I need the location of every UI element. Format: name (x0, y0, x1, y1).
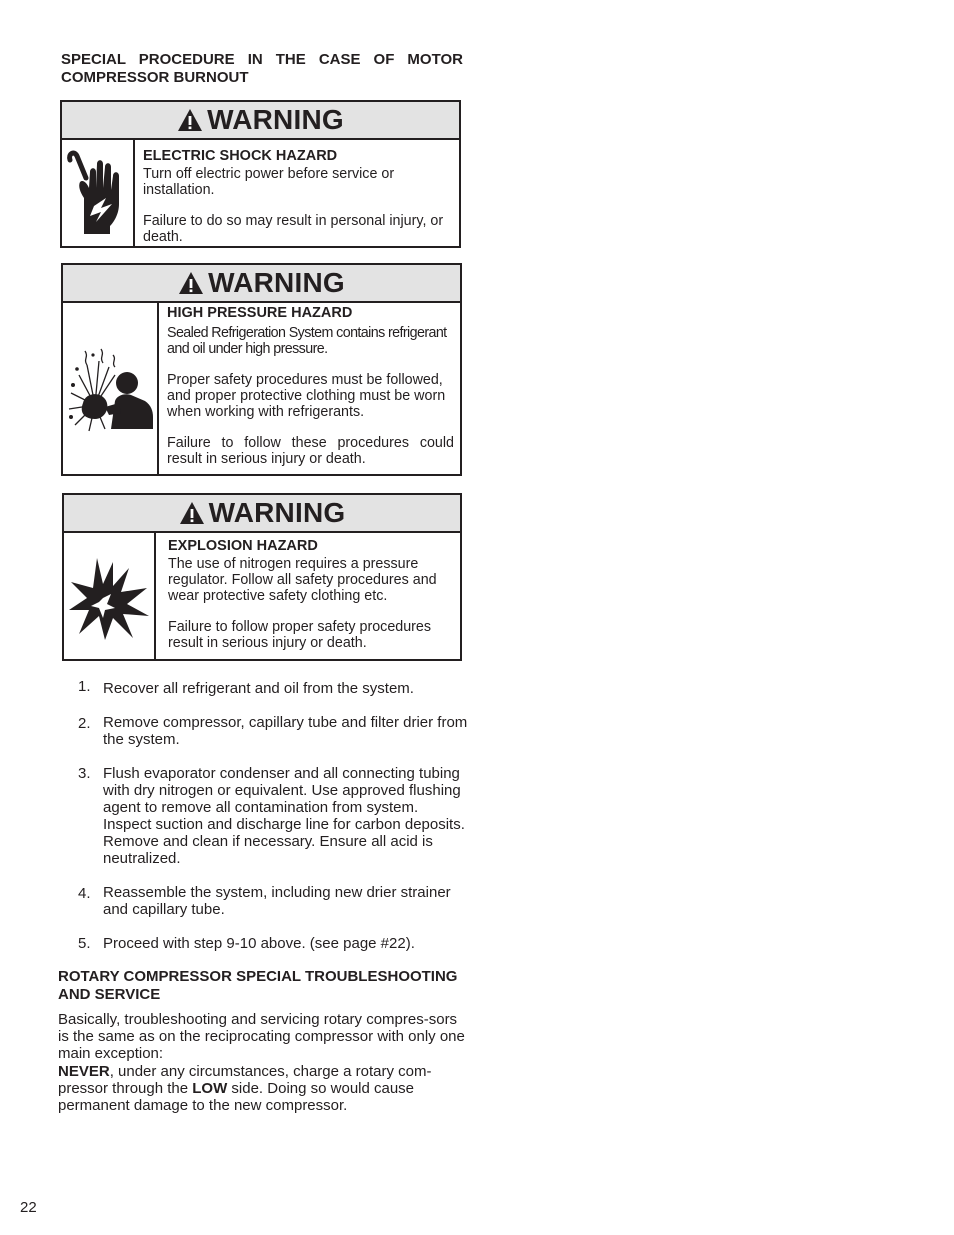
step-text: Flush evaporator condenser and all connecting tubing with dry nitrogen or equivalent. Use approved flushing agent to remove all contamination from system. Inspect suction and discharge line for carbon deposits. Remove and clean if necessary. Ensure all acid is neutralized. (103, 765, 465, 867)
section-heading-burnout: SPECIAL PROCEDURE IN THE CASE OF MOTOR COMPRESSOR BURNOUT (61, 51, 463, 86)
procedure-steps (60, 680, 470, 969)
high-pressure-spray-icon (63, 303, 159, 476)
list-item (60, 714, 470, 748)
step-number: 5. (78, 935, 91, 952)
warning-triangle-icon (178, 271, 204, 295)
body-paragraph: Basically, troubleshooting and servicing rotary compres-sors is the same as on the reciprocating compressor with only one main exception: (58, 1011, 465, 1062)
warning-text: Failure to do so may result in personal injury, or death. (143, 213, 444, 245)
list-item (60, 680, 470, 697)
warning-box-electric-shock (60, 100, 461, 248)
explosion-icon (64, 533, 156, 661)
warning-box-high-pressure (61, 263, 462, 476)
list-item (60, 935, 470, 952)
warning-triangle-icon (177, 108, 203, 132)
body-paragraph-caution (58, 1063, 468, 1114)
hazard-title: EXPLOSION HAZARD (168, 538, 318, 554)
warning-header (63, 265, 460, 303)
list-item (60, 884, 470, 918)
hazard-title: ELECTRIC SHOCK HAZARD (143, 148, 338, 164)
warning-triangle-icon (179, 501, 205, 525)
section-heading-rotary: ROTARY COMPRESSOR SPECIAL TROUBLESHOOTING AND SERVICE (58, 968, 458, 1003)
hazard-title: HIGH PRESSURE HAZARD (167, 305, 353, 321)
electric-shock-hand-icon (62, 140, 135, 248)
warning-label: WARNING (208, 497, 346, 528)
paragraph-text: side. Doing so would cause permanent damage to the new compressor. (58, 1080, 415, 1114)
step-text: Recover all refrigerant and oil from the system. (103, 680, 414, 697)
emphasis-never: NEVER (58, 1063, 110, 1080)
warning-header (64, 495, 460, 533)
warning-text: Turn off electric power before service or installation. (143, 166, 395, 198)
warning-text: Failure to follow these procedures could result in serious injury or death. (167, 435, 454, 467)
step-text: Remove compressor, capillary tube and filter drier from the system. (103, 714, 468, 748)
warning-text: Proper safety procedures must be followed, and proper protective clothing must be worn when working with refrigerants. (167, 372, 446, 420)
step-number: 2. (78, 715, 91, 732)
step-number: 3. (78, 765, 91, 782)
emphasis-low: LOW (192, 1080, 228, 1097)
step-text: Proceed with step 9-10 above. (see page #22). (103, 935, 415, 952)
warning-label: WARNING (207, 104, 344, 135)
warning-text: Sealed Refrigeration System contains refrigerant and oil under high pressure. (167, 325, 447, 357)
list-item (60, 765, 470, 867)
warning-header (62, 102, 459, 140)
step-number: 1. (78, 678, 91, 695)
warning-text: The use of nitrogen requires a pressure regulator. Follow all safety procedures and wear protective safety clothing etc. (168, 556, 437, 604)
step-number: 4. (78, 885, 91, 902)
warning-label: WARNING (208, 267, 345, 298)
page-number: 22 (20, 1199, 37, 1216)
warning-box-explosion (62, 493, 462, 661)
step-text: Reassemble the system, including new drier strainer and capillary tube. (103, 884, 451, 918)
paragraph-text: , under any circumstances, charge a rotary com-pressor through the (58, 1063, 432, 1097)
warning-text: Failure to follow proper safety procedures result in serious injury or death. (168, 619, 432, 651)
